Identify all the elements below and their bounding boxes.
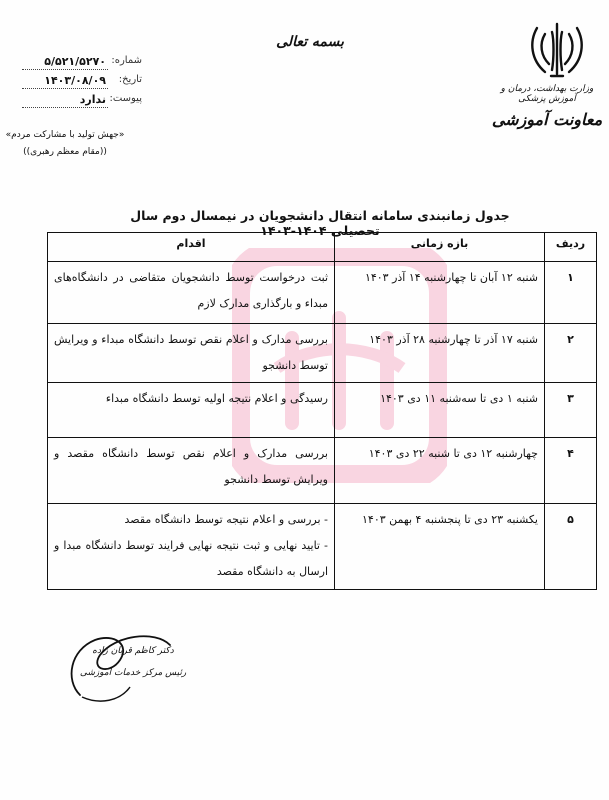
header-period: بازه زمانی (335, 233, 545, 262)
row-action (48, 504, 335, 590)
attachment-label: پیوست: (109, 93, 142, 104)
row-period: یکشنبه ۲۳ دی تا پنجشنبه ۴ بهمن ۱۴۰۳ (335, 504, 545, 590)
table-row (48, 262, 597, 324)
date-label: تاریخ: (118, 74, 142, 85)
number-label: شماره: (111, 55, 142, 66)
action-line: بررسی مدارک و اعلام نقص توسط دانشگاه مقصد و ویرایش توسط دانشجو (54, 447, 328, 486)
slogan-attribution: ((مقام معظم رهبری)) (23, 147, 107, 157)
table-title: جدول زمانبندی سامانه انتقال دانشجویان در نیمسال دوم سال تحصیلی ۱۴۰۴-۱۴۰۳ (130, 208, 510, 238)
table-header-row (48, 233, 597, 262)
number-value: ۵/۵۲۱/۵۲۷۰ (44, 55, 106, 68)
dotted-line (22, 107, 108, 108)
header-action: اقدام (48, 233, 335, 262)
row-number: ۳ (545, 383, 597, 438)
attachment-row (22, 93, 142, 112)
slogan-text: «جهش تولید با مشارکت مردم» (5, 130, 125, 140)
signatory-name: دکتر کاظم قربان زاده (92, 646, 174, 656)
action-line: - تایید نهایی و ثبت نتیجه نهایی فرایند توسط دانشگاه مبدا و ارسال به دانشگاه مقصد (54, 539, 328, 578)
slogan (0, 127, 130, 161)
row-number: ۲ (545, 324, 597, 383)
row-period: شنبه ۱۷ آذر تا چهارشنبه ۲۸ آذر ۱۴۰۳ (335, 324, 545, 383)
ministry-name: وزارت بهداشت، درمان و آموزش پزشکی (500, 84, 594, 104)
row-period: شنبه ۱۲ آبان تا چهارشنبه ۱۴ آذر ۱۴۰۳ (335, 262, 545, 324)
ministry-header (488, 84, 606, 129)
signatory-title: رئیس مرکز خدمات آموزشی (79, 668, 187, 678)
table-row (48, 438, 597, 504)
action-line: بررسی مدارک و اعلام نقص توسط دانشگاه مبداء و ویرایش توسط دانشجو (54, 333, 328, 372)
row-action (48, 262, 335, 324)
row-period: شنبه ۱ دی تا سه‌شنبه ۱۱ دی ۱۴۰۳ (335, 383, 545, 438)
table-row (48, 383, 597, 438)
signature-block (78, 640, 188, 684)
dotted-line (22, 69, 108, 70)
header-row-number: ردیف (545, 233, 597, 262)
deputy-name: معاونت آموزشی (491, 110, 603, 129)
action-line: - بررسی و اعلام نتیجه توسط دانشگاه مقصد (124, 513, 328, 526)
date-row (22, 74, 142, 93)
date-value: ۱۴۰۳/۰۸/۰۹ (44, 74, 106, 87)
bismillah-heading: بسمه تعالی (276, 34, 344, 50)
schedule-table (47, 232, 597, 590)
row-action (48, 438, 335, 504)
row-number: ۱ (545, 262, 597, 324)
iran-emblem-icon (525, 18, 589, 82)
row-number: ۵ (545, 504, 597, 590)
dotted-line (22, 88, 108, 89)
row-period: چهارشنبه ۱۲ دی تا شنبه ۲۲ دی ۱۴۰۳ (335, 438, 545, 504)
row-action (48, 383, 335, 438)
attachment-value: ندارد (79, 93, 106, 106)
action-line: رسیدگی و اعلام نتیجه اولیه توسط دانشگاه مبداء (105, 392, 328, 405)
table-row (48, 324, 597, 383)
table-row (48, 504, 597, 590)
row-number: ۴ (545, 438, 597, 504)
number-row (22, 55, 142, 74)
letter-meta (22, 55, 142, 112)
action-line: ثبت درخواست توسط دانشجویان متقاضی در دانشگاه‌های مبداء و بارگذاری مدارک لازم (54, 271, 328, 310)
row-action (48, 324, 335, 383)
